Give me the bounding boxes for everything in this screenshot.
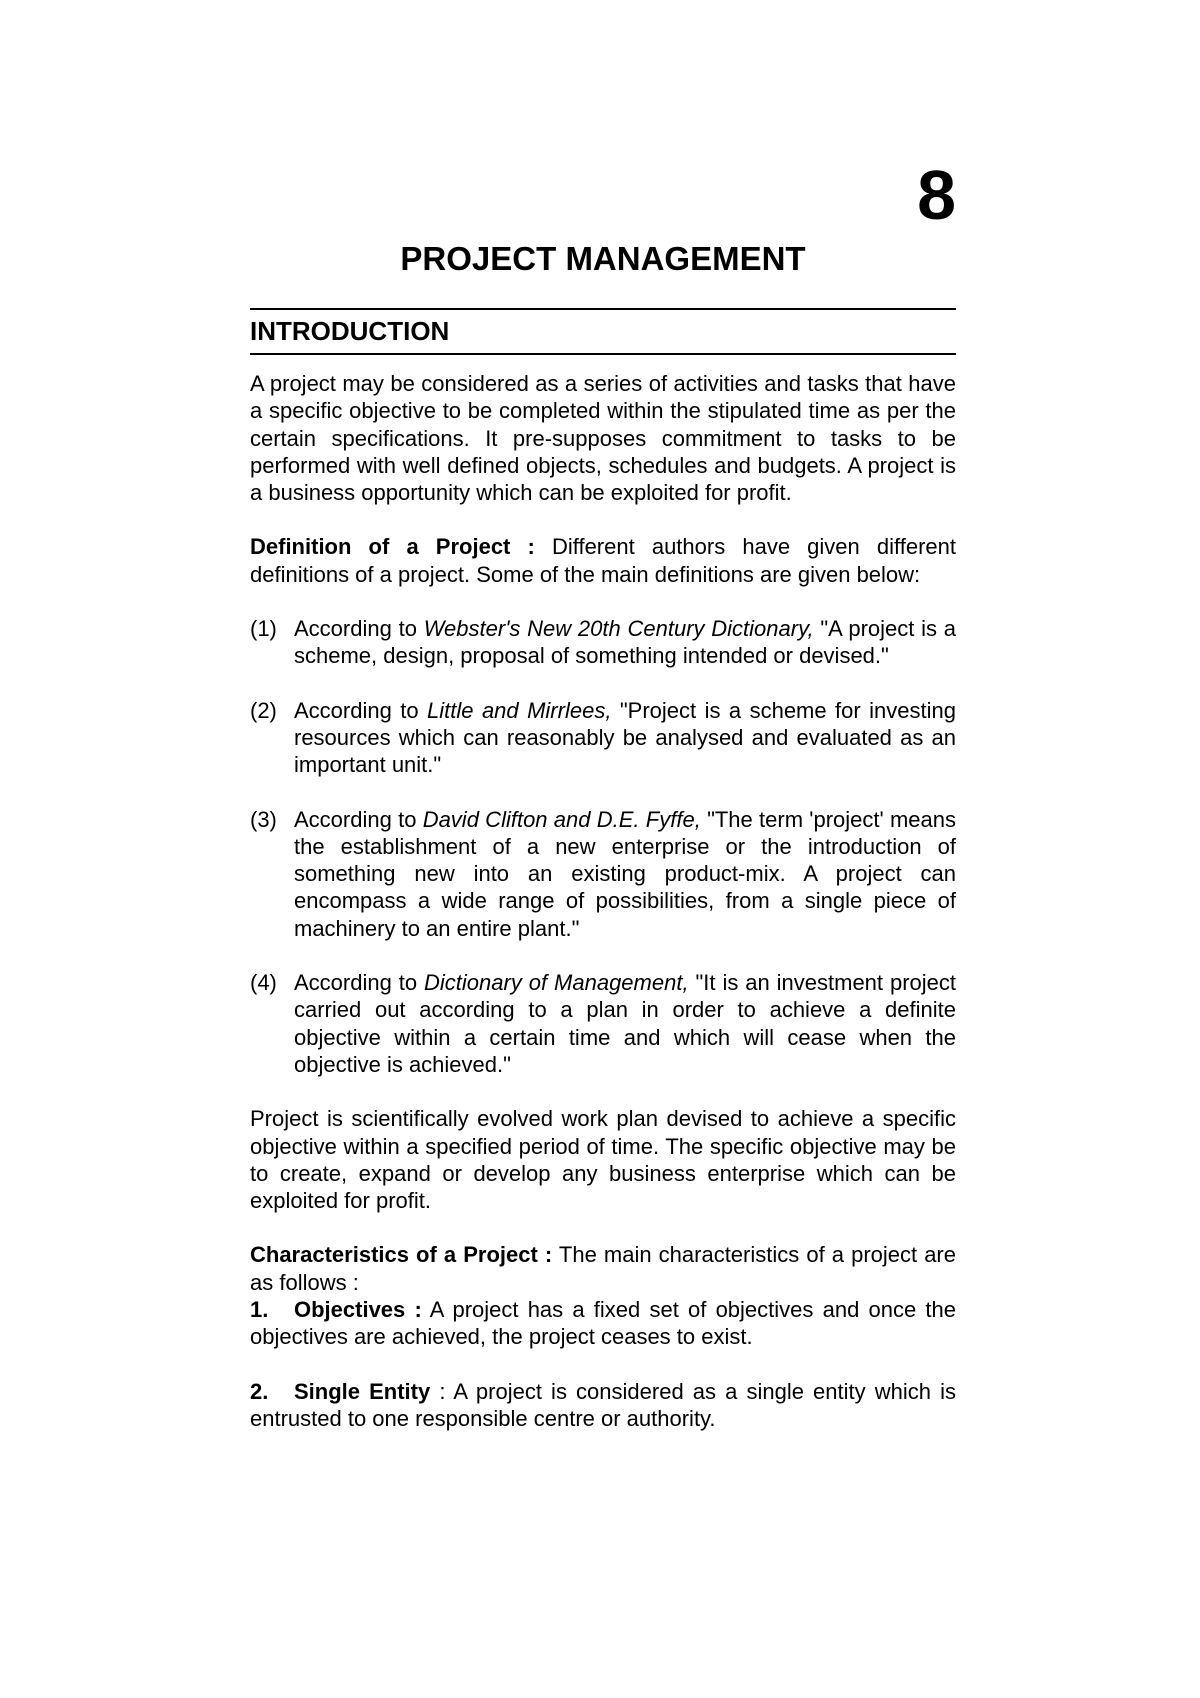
- characteristic-item-title: Objectives :: [294, 1297, 422, 1323]
- characteristics-text: The main characteristics of a project are as follows :: [250, 1242, 956, 1295]
- characteristic-item-1: [250, 1296, 956, 1351]
- characteristics-paragraph: [250, 1241, 956, 1296]
- definition-item-number: (3): [250, 806, 277, 832]
- definition-item-lead: According to: [294, 616, 424, 642]
- definition-item-4: [250, 969, 956, 1078]
- definition-text: Different authors have given different definitions of a project. Some of the main definitions are given below:: [250, 534, 956, 587]
- characteristic-item-text: A project has a fixed set of objectives and once the objectives are achieved, the project ceases to exist.: [250, 1297, 956, 1350]
- definition-item-source: David Clifton and D.E. Fyffe,: [422, 806, 701, 832]
- characteristics-label: Characteristics of a Project :: [250, 1242, 553, 1268]
- chapter-number: 8: [917, 156, 956, 234]
- characteristic-item-number: 2.: [250, 1378, 269, 1404]
- section-heading: INTRODUCTION: [250, 308, 956, 355]
- definition-item-number: (4): [250, 970, 277, 996]
- definition-paragraph: [250, 533, 956, 588]
- definition-item-quote: "Project is a scheme for investing resources which can reasonably be analysed and evaluated as an important unit.": [294, 697, 956, 778]
- definition-item-quote: "The term 'project' means the establishment of a new enterprise or the introduction of something new into an existing product-mix. A project can encompass a wide range of possibilities, from a single piece of machinery to an entire plant.": [294, 806, 957, 941]
- characteristic-item-text: : A project is considered as a single entity which is entrusted to one responsible centre or authority.: [250, 1378, 956, 1431]
- definition-item-lead: According to: [294, 697, 428, 723]
- definition-item-3: [250, 806, 956, 942]
- document-body: [250, 370, 956, 1432]
- definition-item-quote: "A project is a scheme, design, proposal of something intended or devised.": [294, 616, 956, 669]
- definition-item-lead: According to: [294, 806, 423, 832]
- summary-paragraph: Project is scientifically evolved work plan devised to achieve a specific objective within a specified period of time. The specific objective may be to create, expand or develop any business enterprise which can be exploited for profit.: [250, 1106, 956, 1214]
- definition-item-number: (2): [250, 697, 277, 723]
- characteristic-item-title: Single Entity: [294, 1378, 431, 1404]
- definition-item-2: [250, 697, 956, 779]
- definition-item-lead: According to: [294, 970, 425, 996]
- characteristic-item-2: [250, 1378, 956, 1433]
- intro-paragraph: A project may be considered as a series of activities and tasks that have a specific objective to be completed within the stipulated time as per the certain specifications. It pre-supposes commitment to tasks to be performed with well defined objects, schedules and budgets. A project is a business opportunity which can be exploited for profit.: [250, 371, 956, 506]
- definition-item-quote: "It is an investment project carried out according to a plan in order to achieve a definite objective within a certain time and which will cease when the objective is achieved.": [294, 970, 956, 1077]
- chapter-title: PROJECT MANAGEMENT: [400, 240, 806, 277]
- definition-item-source: Webster's New 20th Century Dictionary,: [423, 616, 814, 642]
- definition-item-1: [250, 615, 956, 670]
- definition-label: Definition of a Project :: [250, 534, 535, 560]
- definition-item-number: (1): [250, 616, 277, 642]
- definition-item-source: Dictionary of Management,: [424, 970, 689, 996]
- characteristic-item-number: 1.: [250, 1297, 269, 1323]
- definition-item-source: Little and Mirrlees,: [427, 697, 612, 723]
